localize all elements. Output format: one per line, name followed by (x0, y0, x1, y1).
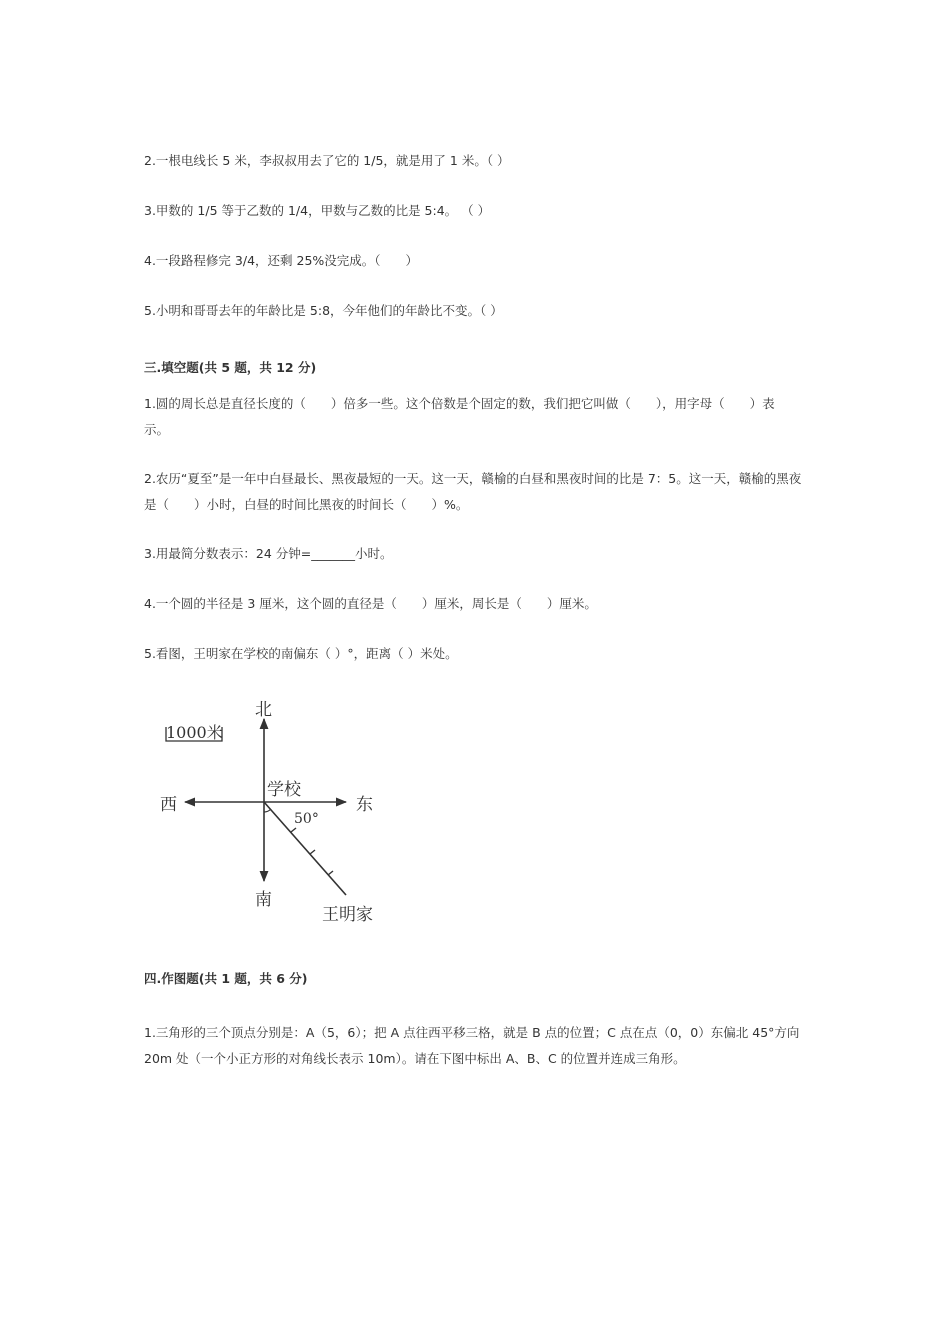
scale-tick (328, 871, 333, 875)
fill-question-1-line-1: 1.圆的周长总是直径长度的（ ）倍多一些。这个倍数是个固定的数，我们把它叫做（ ），用字母（ ）表 (144, 396, 775, 411)
fill-question-5: 5.看图，王明家在学校的南偏东（ ）°，距离（ ）米处。 (144, 646, 458, 661)
scale-tick (291, 828, 296, 832)
home-label: 王明家 (322, 905, 373, 925)
west-label: 西 (160, 795, 177, 815)
scale-tick (310, 850, 315, 854)
fill-question-3: 3.用最简分数表示：24 分钟=_______小时。 (144, 546, 393, 561)
fill-question-4: 4.一个圆的半径是 3 厘米，这个圆的直径是（ ）厘米，周长是（ ）厘米。 (144, 596, 597, 611)
judgement-item-5: 5.小明和哥哥去年的年龄比是 5:8，今年他们的年龄比不变。（ ） (144, 303, 503, 318)
north-label: 北 (255, 700, 272, 720)
direction-diagram (150, 695, 390, 930)
fill-question-2-line-2: 是（ ）小时，白昼的时间比黑夜的时间长（ ）%。 (144, 497, 469, 512)
section-4-title: 四.作图题(共 1 题，共 6 分) (144, 971, 308, 986)
judgement-item-3: 3.甲数的 1/5 等于乙数的 1/4，甲数与乙数的比是 5:4。 （ ） (144, 203, 491, 218)
fill-question-1-line-2: 示。 (144, 422, 170, 437)
south-label: 南 (255, 890, 272, 910)
angle-label: 50° (294, 811, 319, 827)
section-3-title: 三.填空题(共 5 题，共 12 分) (144, 360, 317, 375)
drawing-question-1-line-2: 20m 处（一个小正方形的对角线长表示 10m）。请在下图中标出 A、B、C 的位置并连成三角形。 (144, 1051, 686, 1066)
scale-label: 1000米 (166, 723, 223, 742)
east-label: 东 (356, 795, 373, 815)
fill-question-2-line-1: 2.农历“夏至”是一年中白昼最长、黑夜最短的一天。这一天，赣榆的白昼和黑夜时间的比是 7：5。这一天，赣榆的黑夜 (144, 471, 802, 486)
school-label: 学校 (267, 780, 301, 800)
judgement-item-4: 4.一段路程修完 3/4，还剩 25%没完成。（ ） (144, 253, 419, 268)
drawing-question-1-line-1: 1.三角形的三个顶点分别是：A（5，6）；把 A 点往西平移三格，就是 B 点的位置；C 点在点（0，0）东偏北 45°方向 (144, 1025, 800, 1040)
angle-arc (264, 809, 271, 812)
judgement-item-2: 2.一根电线长 5 米，李叔叔用去了它的 1/5，就是用了 1 米。（ ） (144, 153, 510, 168)
